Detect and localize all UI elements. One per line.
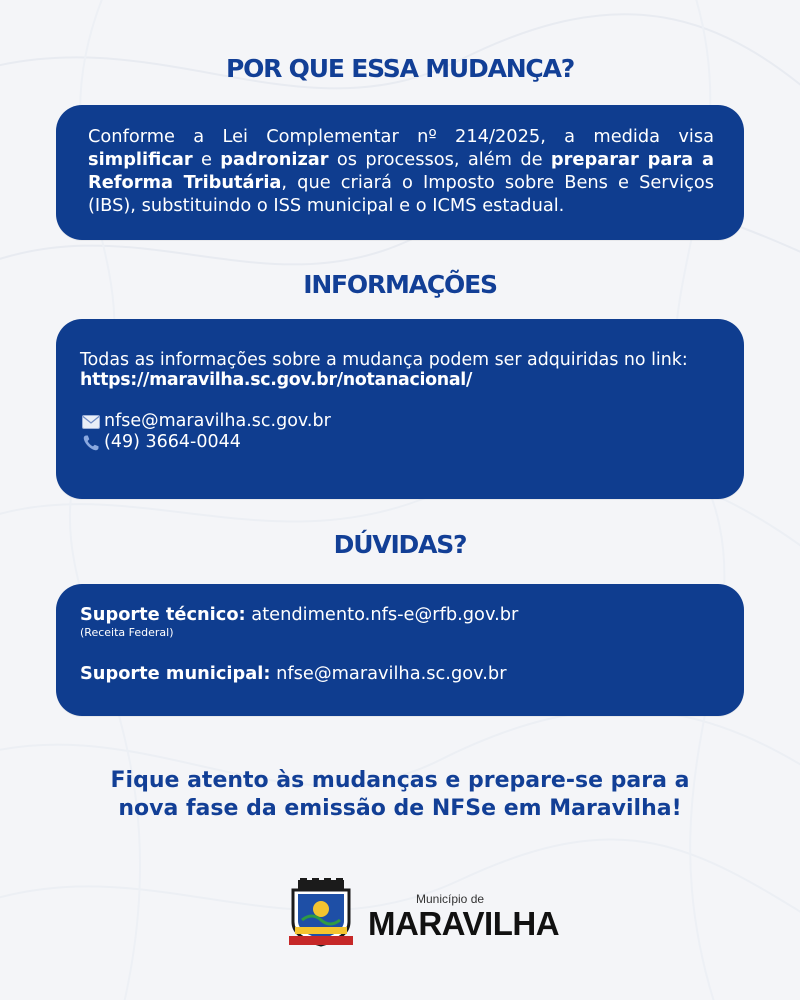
why-text-bold-simplificar: simplificar: [88, 149, 193, 170]
municipal-support-email[interactable]: nfse@maravilha.sc.gov.br: [270, 663, 507, 684]
technical-support-email[interactable]: atendimento.nfs-e@rfb.gov.br: [245, 604, 519, 625]
why-text-bold-reforma: preparar para a Reforma Tributária: [88, 149, 714, 193]
phone-icon: [80, 433, 102, 453]
phone-value[interactable]: (49) 3664-0044: [104, 432, 241, 452]
crest-icon: [288, 878, 354, 950]
municipal-support-line: [80, 663, 720, 685]
technical-support-note: (Receita Federal): [80, 626, 174, 639]
contact-block: [80, 411, 720, 453]
cta-line-1: Fique atento às mudanças e prepare-se para a: [110, 768, 690, 793]
doubts-section-title: DÚVIDAS?: [333, 530, 467, 559]
why-paragraph: [88, 125, 714, 217]
logo-text: [368, 892, 560, 942]
technical-support-label: Suporte técnico:: [80, 604, 246, 625]
municipal-support-label: Suporte municipal:: [80, 663, 271, 684]
why-text-part-1: Conforme a Lei Complementar nº 214/2025, a medida visa: [88, 126, 714, 147]
phone-contact: [80, 432, 720, 453]
technical-support-line: [80, 604, 720, 626]
why-text-part-2: e: [192, 149, 221, 170]
logo-subtitle: Município de: [416, 892, 485, 906]
email-value[interactable]: nfse@maravilha.sc.gov.br: [104, 411, 331, 431]
why-section-title: POR QUE ESSA MUDANÇA?: [225, 54, 575, 83]
doubts-card: [56, 584, 744, 716]
info-card: [56, 319, 744, 499]
info-link[interactable]: https://maravilha.sc.gov.br/notanacional/: [80, 370, 473, 390]
email-contact: [80, 411, 720, 432]
call-to-action: [0, 767, 800, 823]
why-card: [56, 105, 744, 240]
logo-name: MARAVILHA: [368, 905, 560, 942]
info-section-title: INFORMAÇÕES: [303, 270, 497, 299]
envelope-icon: [80, 412, 102, 432]
cta-line-2: nova fase da emissão de NFSe em Maravilha!: [118, 796, 682, 821]
why-text-part-3: os processos, além de: [328, 149, 551, 170]
info-paragraph: [80, 350, 720, 390]
municipality-logo: [282, 874, 560, 954]
why-text-part-4: , que criará o Imposto sobre Bens e Serviços (IBS), substituindo o ISS municipal e o ICMS estadual.: [88, 172, 714, 216]
info-text: Todas as informações sobre a mudança podem ser adquiridas no link:: [80, 350, 688, 370]
why-text-bold-padronizar: padronizar: [220, 149, 329, 170]
